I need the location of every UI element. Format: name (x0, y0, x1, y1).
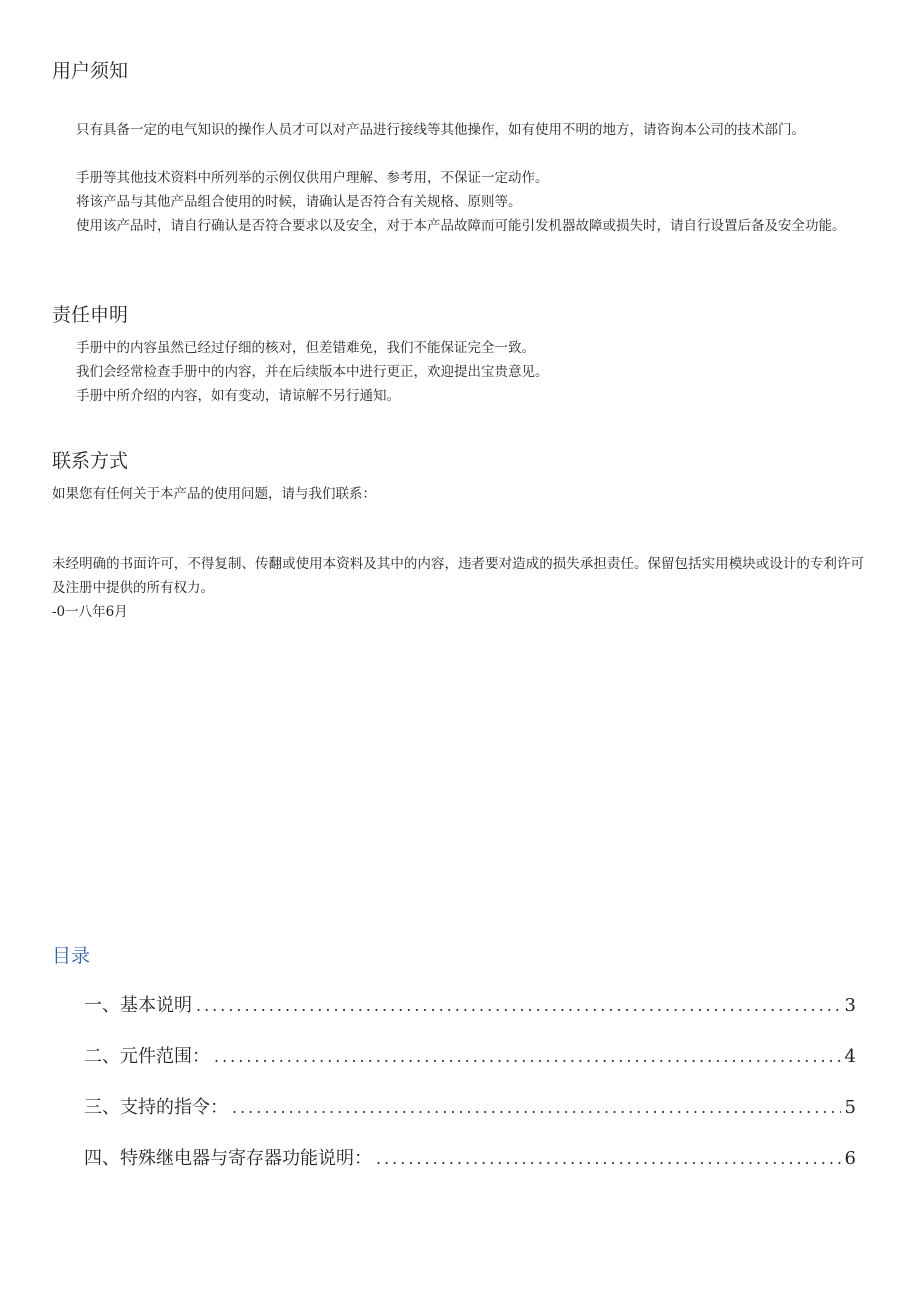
toc-entry-page: 5 (844, 1097, 856, 1118)
toc-entry-page: 3 (844, 995, 856, 1016)
toc-entry[interactable] (84, 1093, 856, 1121)
toc-leader-dots (196, 996, 841, 1015)
toc-entry-label: 二、元件范围： (84, 1046, 210, 1067)
toc-entry-label: 三、支持的指令： (84, 1097, 228, 1118)
toc-entry-page: 6 (844, 1148, 856, 1169)
toc-entry[interactable] (84, 991, 856, 1019)
toc-entry-label: 一、基本说明 (84, 995, 192, 1016)
contact-text: 如果您有任何关于本产品的使用问题，请与我们联系： (52, 486, 376, 502)
notice-paragraph-2: 手册等其他技术资料中所列举的示例仅供用户理解、参考用，不保证一定动作。 (76, 170, 549, 186)
toc-entry-label: 四、特殊继电器与寄存器功能说明： (84, 1148, 372, 1169)
toc-entry[interactable] (84, 1042, 856, 1070)
contact-heading: 联系方式 (52, 450, 129, 472)
disclaimer-paragraph-1: 手册中的内容虽然已经过仔细的核对，但差错难免，我们不能保证完全一致。 (76, 340, 535, 356)
toc-entry-page: 4 (844, 1046, 856, 1067)
disclaimer-paragraph-2: 我们会经常检查手册中的内容，并在后续版本中进行更正，欢迎提出宝贵意见。 (76, 364, 549, 380)
disclaimer-paragraph-3: 手册中所介绍的内容，如有变动，请谅解不另行通知。 (76, 388, 400, 404)
toc-leader-dots (232, 1098, 841, 1117)
notice-paragraph-1: 只有具备一定的电气知识的操作人员才可以对产品进行接线等其他操作，如有使用不明的地方，请咨询本公司的技术部门。 (76, 122, 805, 138)
disclaimer-heading: 责任申明 (52, 304, 129, 326)
toc-leader-dots (214, 1047, 841, 1066)
user-notice-heading: 用户须知 (52, 60, 129, 82)
publish-date: -0一八年6月 (52, 604, 128, 620)
toc-entry[interactable] (84, 1144, 856, 1172)
toc-heading: 目录 (52, 945, 91, 967)
notice-paragraph-3: 将该产品与其他产品组合使用的时候，请确认是否符合有关规格、原则等。 (76, 194, 522, 210)
notice-paragraph-4: 使用该产品时，请自行确认是否符合要求以及安全，对于本产品故障而可能引发机器故障或损失时，请自行设置后备及安全功能。 (76, 218, 846, 234)
toc-leader-dots (376, 1149, 841, 1168)
copyright-text: 未经明确的书面许可，不得复制、传翻或使用本资料及其中的内容，违者要对造成的损失承担责任。保留包括实用模块或设计的专利许可及注册中提供的所有权力。 (52, 556, 864, 596)
